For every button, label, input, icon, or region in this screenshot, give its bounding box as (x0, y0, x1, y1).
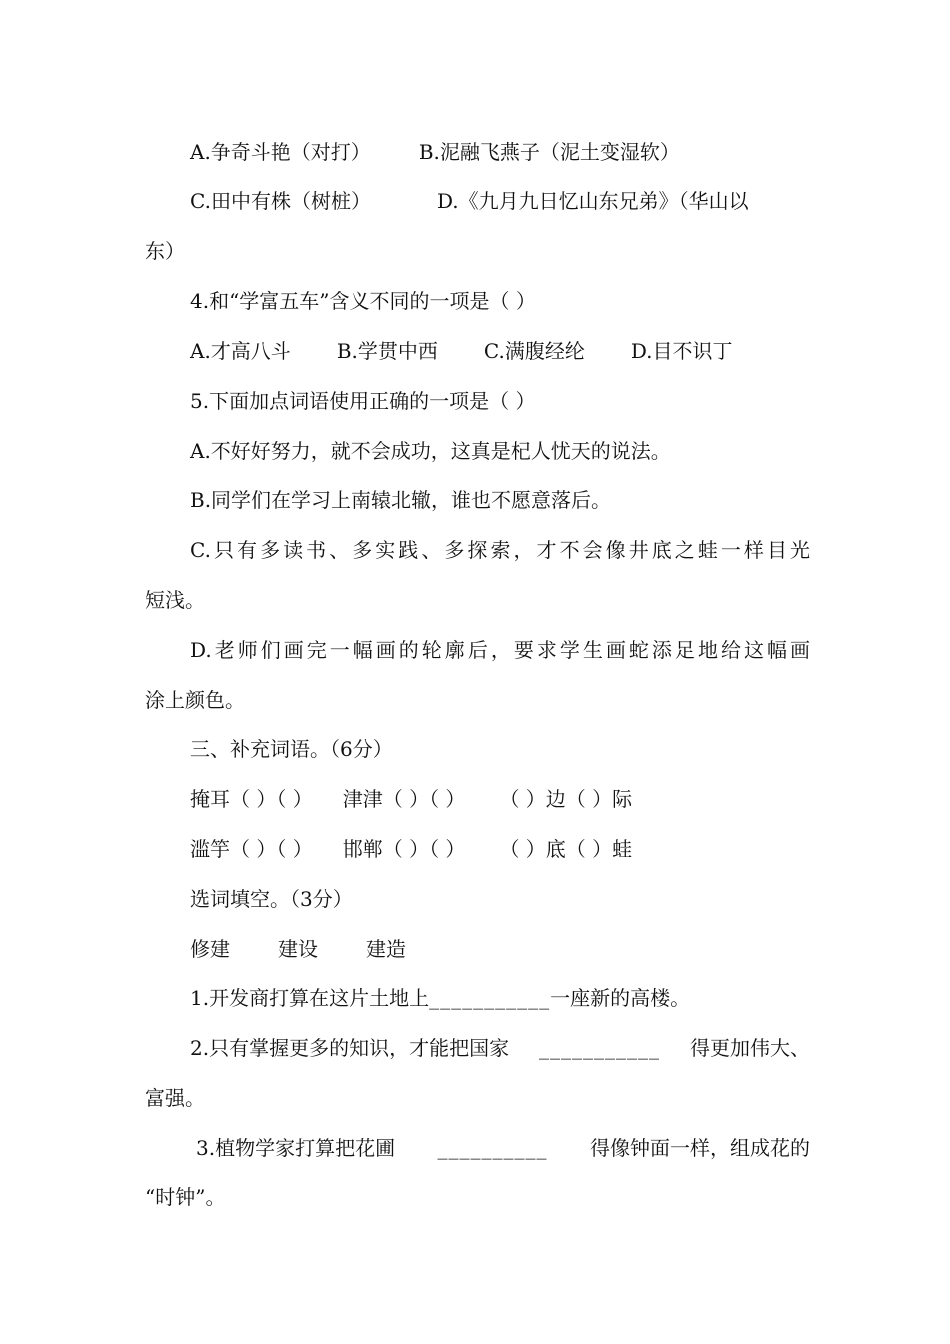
word-option-1: 修建 (190, 937, 230, 961)
q5-option-b: B.同学们在学习上南辕北辙，谁也不愿意落后。 (190, 488, 612, 512)
word-fill-1c: （ ）边（ ）际 (499, 787, 633, 811)
word-fill-2c: （ ）底（ ）蛙 (499, 837, 633, 861)
fill-3-blank: __________ (437, 1136, 548, 1160)
option-a: A.争奇斗艳（对打） (190, 140, 371, 164)
word-fill-1b: 津津（ ）（ ） (342, 787, 466, 811)
option-d: D.《九月九日忆山东兄弟》（华山以 (436, 189, 749, 213)
q5-option-d-line2: 涂上颜色。 (145, 688, 245, 712)
fill-1-text-a: 1.开发商打算在这片土地上 (190, 986, 430, 1010)
option-c: C.田中有株（树桩） (190, 189, 371, 213)
q5-option-a: A.不好好努力，就不会成功，这真是杞人忧天的说法。 (190, 439, 671, 463)
fill-2-text-b: 得更加伟大、 (690, 1036, 810, 1060)
fill-3-text-a: 3.植物学家打算把花圃 (196, 1136, 396, 1160)
fill-2-blank: ___________ (539, 1036, 661, 1060)
word-option-2: 建设 (278, 937, 318, 961)
q5-option-c-line2: 短浅。 (145, 588, 205, 612)
section-4-heading: 选词填空。（3分） (190, 887, 353, 911)
fill-2-continued: 富强。 (145, 1086, 205, 1110)
option-b: B.泥融飞燕子（泥土变湿软） (418, 140, 680, 164)
word-fill-1a: 掩耳（ ）（ ） (190, 787, 313, 811)
q4-option-b: B.学贯中西 (336, 339, 438, 363)
q4-option-c: C.满腹经纶 (483, 339, 585, 363)
word-fill-row-1 (190, 784, 810, 814)
section-3-heading: 三、补充词语。（6分） (190, 737, 393, 761)
word-fill-2a: 滥竽（ ）（ ） (190, 837, 313, 861)
option-line-cd (190, 186, 810, 216)
question-4-options (190, 336, 810, 366)
word-options (190, 934, 810, 964)
fill-question-1 (190, 983, 810, 1013)
q4-option-a: A.才高八斗 (190, 339, 291, 363)
fill-2-text-a: 2.只有掌握更多的知识，才能把国家 (190, 1036, 510, 1060)
fill-3-text-b: 得像钟面一样，组成花的 (590, 1136, 810, 1160)
fill-3-continued: “时钟”。 (145, 1185, 226, 1209)
fill-question-3 (196, 1133, 810, 1163)
word-option-3: 建造 (366, 937, 406, 961)
question-5: 5.下面加点词语使用正确的一项是（ ） (190, 389, 536, 413)
q5-option-c-line1: C.只有多读书、多实践、多探索，才不会像井底之蛙一样目光 (190, 538, 810, 562)
fill-1-blank: ___________ (429, 986, 551, 1010)
word-fill-2b: 邯郸（ ）（ ） (342, 837, 466, 861)
option-line-ab (190, 137, 810, 167)
fill-question-2 (190, 1033, 810, 1063)
option-d-continued: 东） (145, 239, 185, 263)
fill-1-text-b: 一座新的高楼。 (550, 986, 691, 1010)
q5-option-d-line1: D.老师们画完一幅画的轮廓后，要求学生画蛇添足地给这幅画 (190, 638, 810, 662)
q4-option-d: D.目不识丁 (630, 339, 733, 363)
word-fill-row-2 (190, 834, 810, 864)
question-4: 4.和“学富五车”含义不同的一项是（ ） (190, 289, 536, 313)
